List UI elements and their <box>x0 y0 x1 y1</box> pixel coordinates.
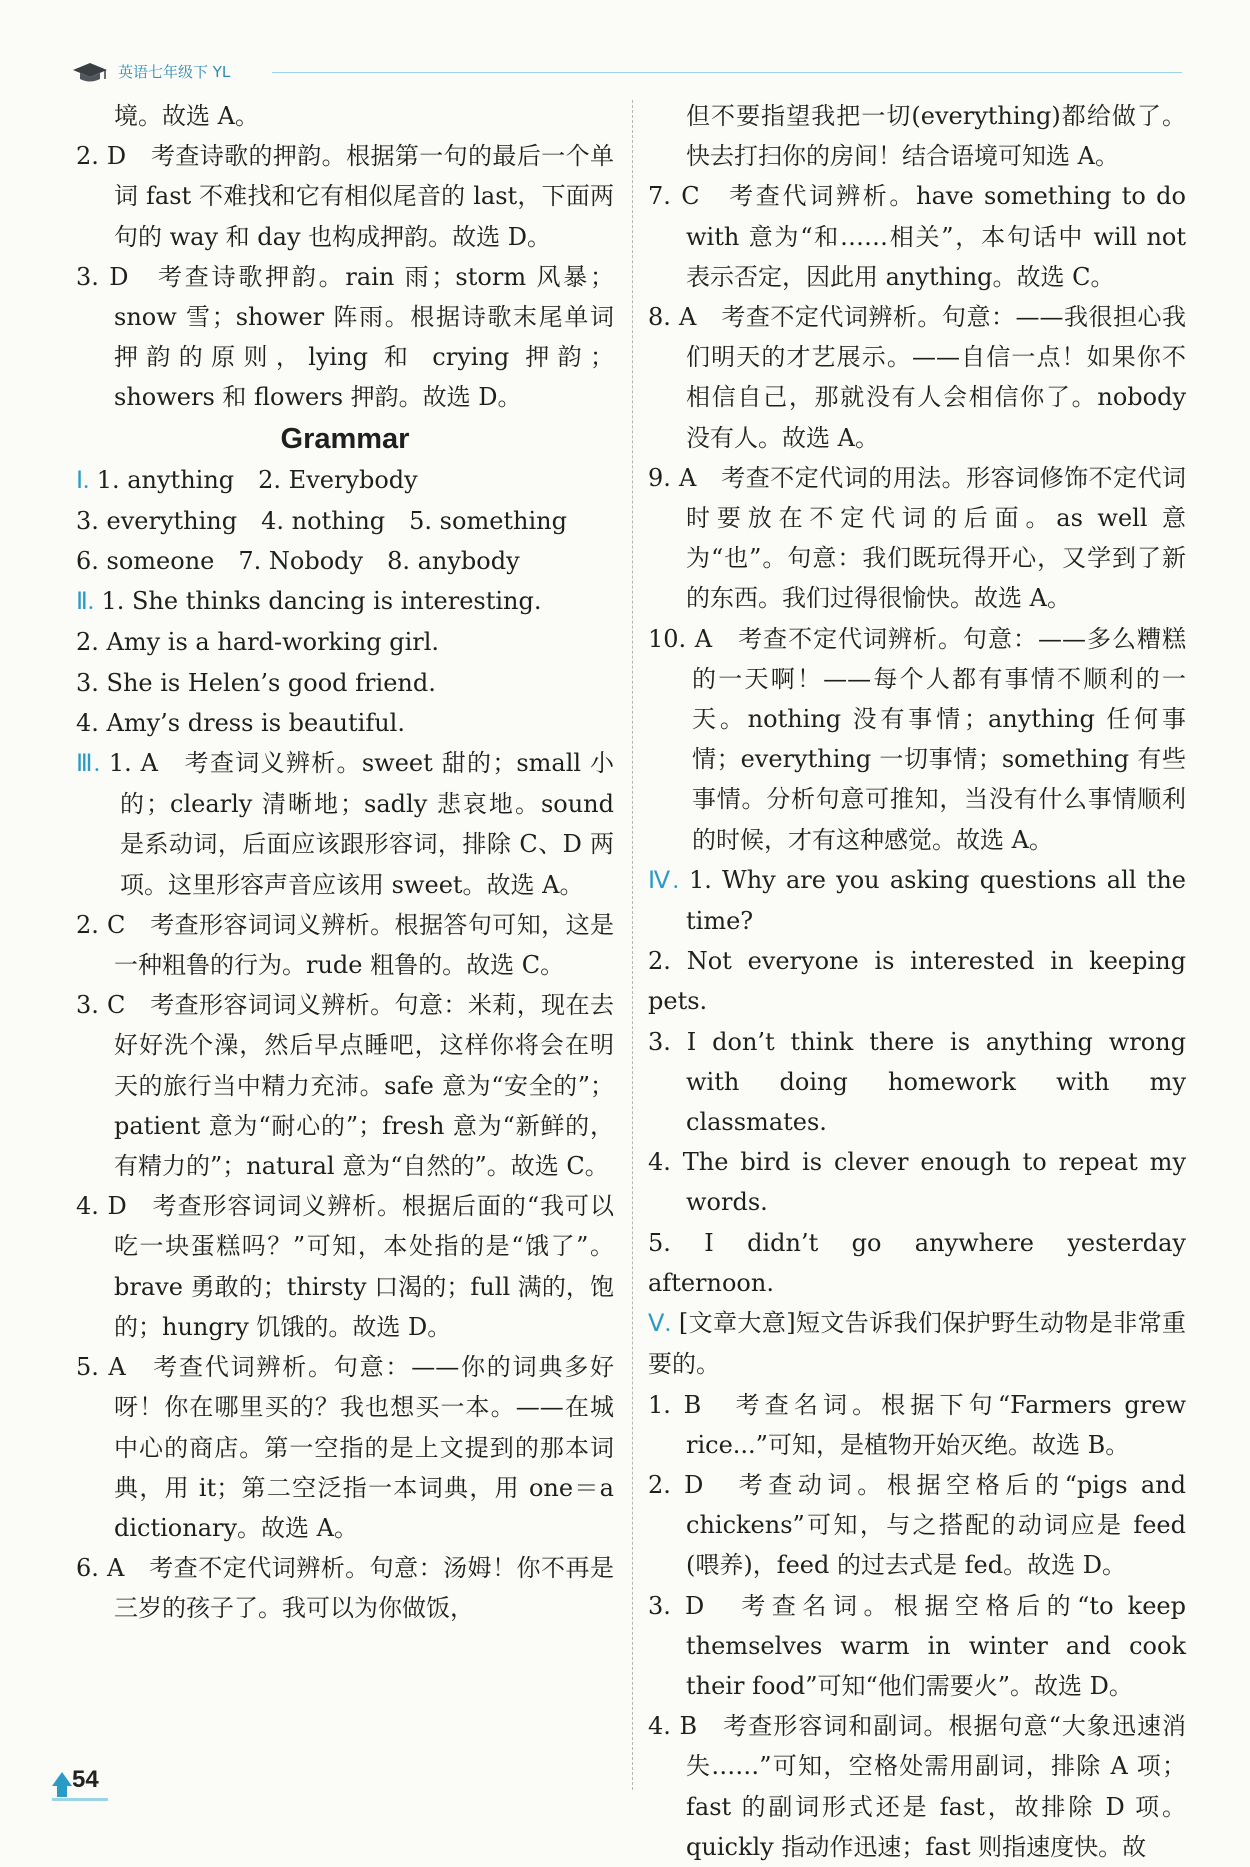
answer-item: 2. D 考查动词。根据空格后的“pigs and chickens”可知，与之搭配的动词应是 feed (喂养)，feed 的过去式是 fed。故选 D。 <box>648 1470 1186 1580</box>
answer-group-header: Ⅳ. 1. Why are you asking questions all the time? <box>648 865 1186 936</box>
graduation-cap-icon <box>72 62 108 84</box>
up-arrow-stem <box>57 1785 67 1797</box>
answer-group-header: Ⅰ. 1. anything 2. Everybody <box>76 465 418 494</box>
answer-item: 1. B 考查名词。根据下句“Farmers grew rice...”可知，是植物开始灭绝。故选 B。 <box>648 1390 1186 1459</box>
page-number-underline <box>52 1798 108 1801</box>
roman-numeral: Ⅱ. <box>76 589 94 616</box>
answer-line: 3. everything 4. nothing 5. something <box>76 506 568 535</box>
column-divider <box>632 100 633 1790</box>
answer-item: 5. A 考查代词辨析。句意：——你的词典多好呀！你在哪里买的？我也想买一本。——在城中心的商店。第一空指的是上文提到的那本词典，用 it；第二空泛指一本词典，用 one＝a dictionary。故选 A。 <box>76 1353 614 1542</box>
answer-group-header: Ⅲ. 1. A 考查词义辨析。sweet 甜的；small 小的；clearly 清晰地；sadly 悲哀地。sound 是系动词，后面应该跟形容词，排除 C、D 两项。这里形容声音应该用 sweet。故选 A。 <box>76 749 615 899</box>
answer-item: 7. C 考查代词辨析。have something to do with 意为“和……相关”，本句话中 will not 表示否定，因此用 anything。故选 C。 <box>648 182 1186 291</box>
answer-item: 10. A 考查不定代词辨析。句意：——多么糟糕的一天啊！——每个人都有事情不顺利的一天。nothing 没有事情；anything 任何事情；everything 一切事情；something 有些事情。分析句意可推知，当没有什么事情顺利的时候，才有这种感觉。故选 A。 <box>648 624 1186 854</box>
page-number-badge <box>52 1766 104 1802</box>
answer-item: 3. D 考查名词。根据空格后的“to keep themselves warm in winter and cook their food”可知“他们需要火”。故选 D。 <box>648 1591 1186 1700</box>
answer-line: 6. someone 7. Nobody 8. anybody <box>76 547 520 576</box>
answer-item: 3. I don’t think there is anything wrong with doing homework with my classmates. <box>648 1027 1186 1137</box>
answer-item: 2. D 考查诗歌的押韵。根据第一句的最后一个单词 fast 不难找和它有相似尾音的 last，下面两句的 way 和 day 也构成押韵。故选 D。 <box>76 142 614 251</box>
answer-item: 2. C 考查形容词词义辨析。根据答句可知，这是一种粗鲁的行为。rude 粗鲁的。故选 C。 <box>76 910 614 980</box>
roman-numeral: Ⅲ. <box>76 751 100 778</box>
answer-line: 2. Not everyone is interested in keeping pets. <box>648 947 1186 1016</box>
answer-item: 4. The bird is clever enough to repeat my words. <box>648 1148 1186 1217</box>
continued-text: 但不要指望我把一切(everything)都给做了。快去打扫你的房间！结合语境可知选 A。 <box>686 102 1186 171</box>
page-header <box>72 58 1182 86</box>
roman-numeral: Ⅳ. <box>648 867 679 894</box>
right-column <box>648 96 1186 1867</box>
book-title: 英语七年级下 YL <box>118 63 231 81</box>
answer-group-header: Ⅴ. [文章大意]短文告诉我们保护野生动物是非常重要的。 <box>648 1309 1186 1379</box>
left-column <box>76 96 614 1629</box>
answer-item: 4. B 考查形容词和副词。根据句意“大象迅速消失……”可知，空格处需用副词，排除 A 项；fast 的副词形式还是 fast，故排除 D 项。quickly 指动作迅速；fast 则指速度快。故 <box>648 1712 1186 1861</box>
answer-item: 3. C 考查形容词词义辨析。句意：米莉，现在去好好洗个澡，然后早点睡吧，这样你将会在明天的旅行当中精力充沛。safe 意为“安全的”；patient 意为“耐心的”；fresh 意为“新鲜的，有精力的”；natural 意为“自然的”。故选 C。 <box>76 991 614 1181</box>
answer-item: 3. D 考查诗歌押韵。rain 雨；storm 风暴；snow 雪；shower 阵雨。根据诗歌末尾单词押韵的原则，lying 和 crying 押韵；showers 和 flowers 押韵。故选 D。 <box>76 262 614 412</box>
answer-line: 3. She is Helen’s good friend. <box>76 668 436 697</box>
answer-group-header: Ⅱ. 1. She thinks dancing is interesting. <box>76 587 542 616</box>
answer-item: 8. A 考查不定代词辨析。句意：——我很担心我们明天的才艺展示。——自信一点！如果你不相信自己，那就没有人会相信你了。nobody 没有人。故选 A。 <box>648 303 1186 452</box>
roman-numeral: Ⅴ. <box>648 1311 671 1338</box>
up-arrow-icon <box>52 1772 72 1786</box>
header-rule <box>272 72 1182 73</box>
answer-line: 5. I didn’t go anywhere yesterday afternoon. <box>648 1228 1186 1297</box>
answer-item: 4. D 考查形容词词义辨析。根据后面的“我可以吃一块蛋糕吗？”可知，本处指的是“饿了”。brave 勇敢的；thirsty 口渴的；full 满的，饱的；hungry 饥饿的。故选 D。 <box>76 1192 614 1341</box>
answer-item: 6. A 考查不定代词辨析。句意：汤姆！你不再是三岁的孩子了。我可以为你做饭， <box>76 1554 614 1623</box>
roman-numeral: Ⅰ. <box>76 467 90 494</box>
page-number: 54 <box>72 1766 99 1793</box>
answer-line: 2. Amy is a hard-working girl. <box>76 628 440 657</box>
continued-text: 境。故选 A。 <box>114 102 259 130</box>
answer-item: 9. A 考查不定代词的用法。形容词修饰不定代词时要放在不定代词的后面。as well 意为“也”。句意：我们既玩得开心，又学到了新的东西。我们过得很愉快。故选 A。 <box>648 463 1186 613</box>
answer-line: 4. Amy’s dress is beautiful. <box>76 708 405 737</box>
section-title: Grammar <box>280 422 410 455</box>
